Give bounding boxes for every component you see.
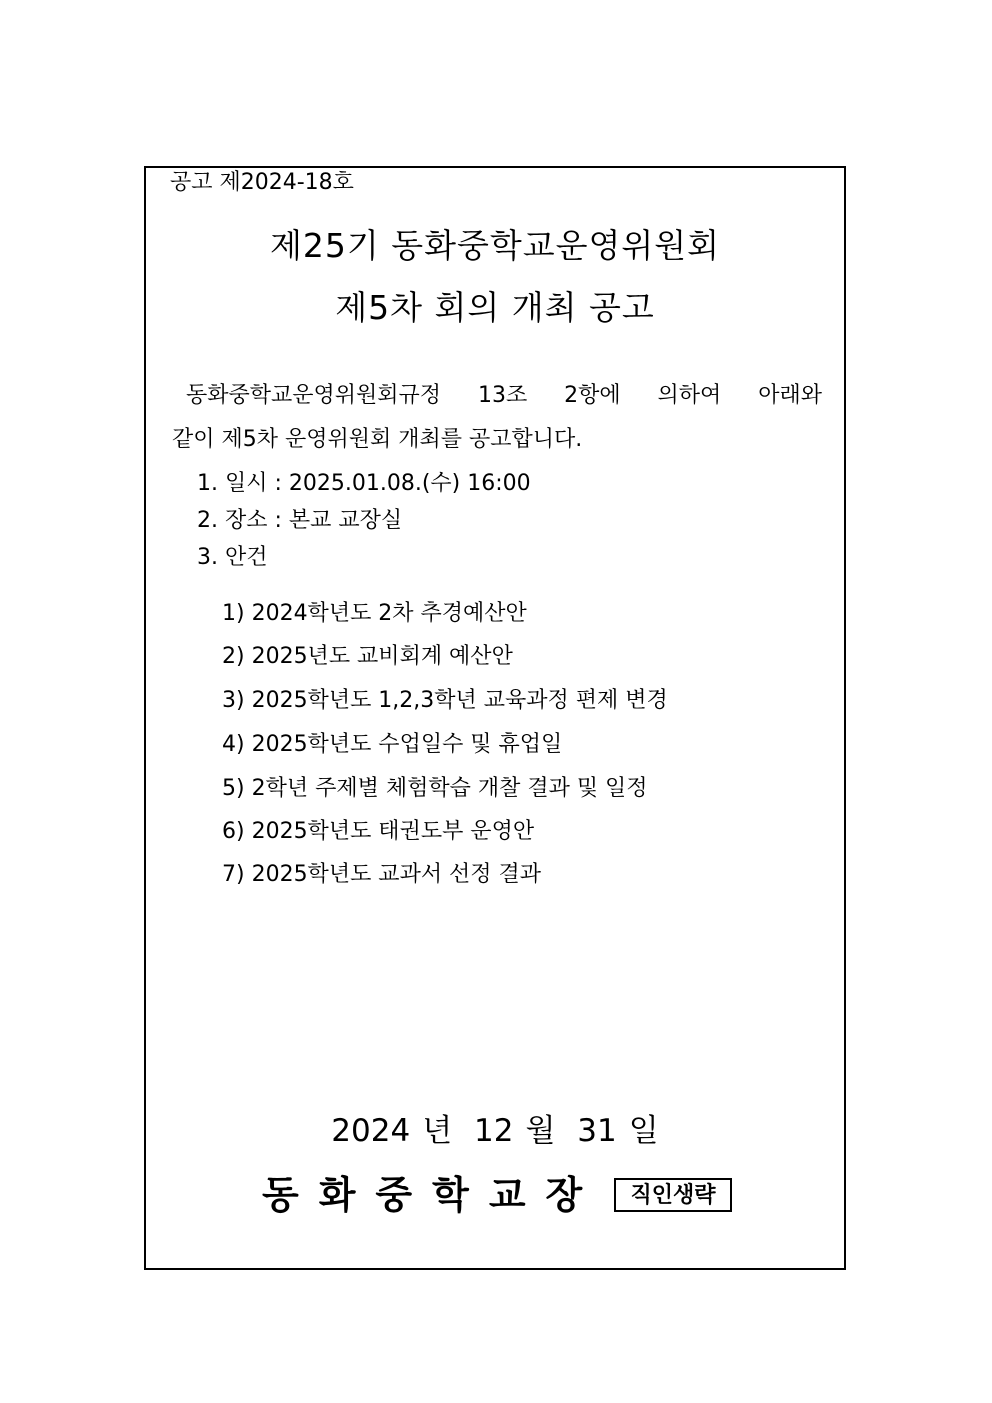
date-year-unit: 년 [422, 1113, 453, 1149]
date-year: 2024 [331, 1113, 411, 1149]
agenda-item-4: 4) 2025학년도 수업일수 및 휴업일 [222, 732, 563, 757]
agenda-item-5: 5) 2학년 주제별 체험학습 개찰 결과 및 일정 [222, 776, 648, 801]
item-agenda-heading: 3. 안건 [197, 545, 268, 570]
intro-paragraph [172, 374, 822, 462]
date-day: 31 [577, 1113, 617, 1149]
notice-border [144, 166, 846, 1270]
agenda-item-2: 2) 2025년도 교비회계 예산안 [222, 644, 513, 669]
item-datetime: 1. 일시 : 2025.01.08.(수) 16:00 [197, 471, 531, 496]
notice-title-line1: 제25기 동화중학교운영위원회 [269, 226, 721, 265]
date-month: 12 [474, 1113, 514, 1149]
notice-date [144, 1111, 846, 1151]
agenda-item-3: 3) 2025학년도 1,2,3학년 교육과정 편제 변경 [222, 688, 668, 713]
notice-title-line2: 제5차 회의 개최 공고 [335, 288, 655, 327]
agenda-item-6: 6) 2025학년도 태권도부 운영안 [222, 819, 535, 844]
intro-line2: 같이 제5차 운영위원회 개최를 공고합니다. [172, 427, 583, 452]
notice-number: 공고 제2024-18호 [170, 170, 354, 195]
seal-omitted-stamp: 직인생략 [614, 1178, 732, 1212]
intro-line1: 동화중학교운영위원회규정 13조 2항에 의하여 아래와 [186, 383, 822, 408]
date-month-unit: 월 [525, 1113, 556, 1149]
signer-name: 동화중학교장 [262, 1173, 603, 1217]
date-day-unit: 일 [628, 1113, 659, 1149]
agenda-item-7: 7) 2025학년도 교과서 선정 결과 [222, 862, 542, 887]
agenda-item-1: 1) 2024학년도 2차 추경예산안 [222, 601, 527, 626]
item-place: 2. 장소 : 본교 교장실 [197, 508, 403, 533]
